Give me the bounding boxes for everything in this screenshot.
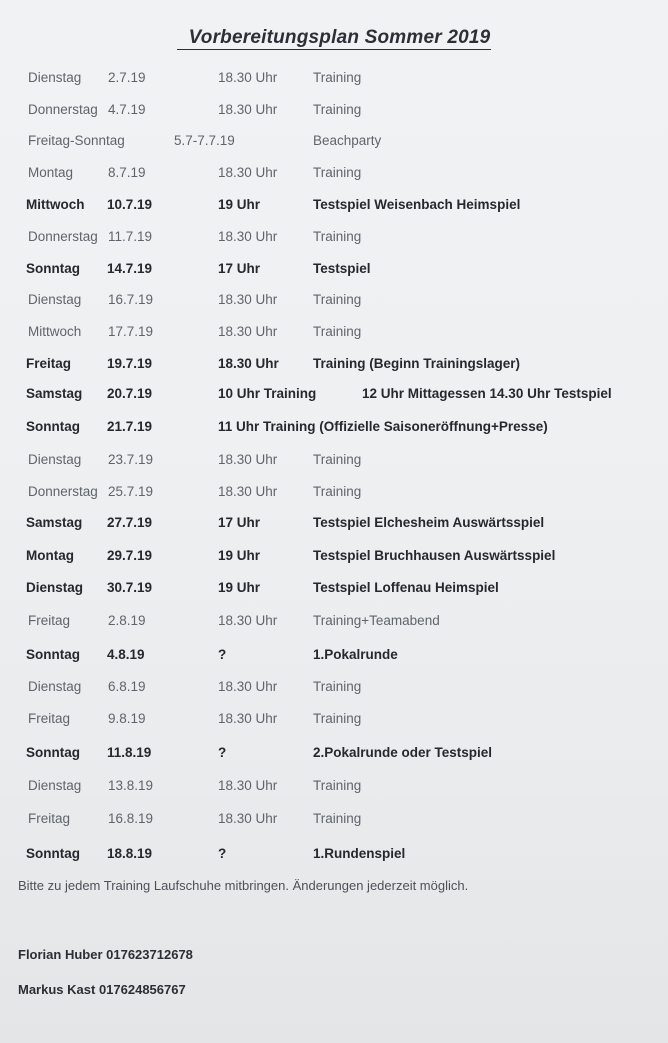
schedule-row: [0, 386, 668, 406]
schedule-day: Donnerstag: [28, 102, 98, 117]
schedule-day: Dienstag: [26, 580, 84, 595]
schedule-day: Freitag: [28, 811, 71, 826]
footer-note: Bitte zu jedem Training Laufschuhe mitbringen. Änderungen jederzeit möglich.: [18, 878, 469, 893]
schedule-date: 13.8.19: [108, 778, 154, 793]
schedule-time: 17 Uhr: [218, 261, 261, 276]
schedule-date: 20.7.19: [107, 386, 153, 401]
schedule-event: Training: [313, 102, 362, 117]
schedule-row: [0, 811, 668, 831]
schedule-row: [0, 548, 668, 568]
schedule-date: 9.8.19: [108, 711, 146, 726]
schedule-time: 18.30 Uhr: [218, 679, 278, 694]
schedule-event: 1.Pokalrunde: [313, 647, 398, 662]
schedule-time: 18.30 Uhr: [218, 70, 278, 85]
schedule-time: 18.30 Uhr: [218, 324, 278, 339]
schedule-event: 1.Rundenspiel: [313, 846, 406, 861]
schedule-time: ?: [218, 846, 227, 861]
schedule-day: Mittwoch: [26, 197, 85, 212]
schedule-date: 30.7.19: [107, 580, 153, 595]
schedule-date: 2.8.19: [108, 613, 146, 628]
schedule-date: 4.7.19: [108, 102, 146, 117]
schedule-date: 16.7.19: [108, 292, 154, 307]
schedule-event: Training: [313, 679, 362, 694]
contact-1: [18, 947, 193, 962]
schedule-time: 17 Uhr: [218, 515, 261, 530]
schedule-day: Sonntag: [26, 745, 80, 760]
schedule-time: 5.7-7.7.19: [174, 133, 235, 148]
schedule-day: Sonntag: [26, 419, 80, 434]
schedule-event: Training: [313, 452, 362, 467]
schedule-row: [0, 229, 668, 249]
schedule-event: Testspiel: [313, 261, 371, 276]
schedule-time: 18.30 Uhr: [218, 811, 278, 826]
schedule-day: Montag: [26, 548, 74, 563]
schedule-day: Dienstag: [28, 292, 82, 307]
schedule-date: 11.8.19: [107, 745, 152, 760]
schedule-day: Sonntag: [26, 846, 80, 861]
schedule-day: Dienstag: [28, 70, 82, 85]
schedule-row: [0, 261, 668, 281]
schedule-time: 18.30 Uhr: [218, 711, 278, 726]
schedule-time: 19 Uhr: [218, 197, 261, 212]
schedule-time: 10 Uhr Training: [218, 386, 317, 401]
schedule-day: Mittwoch: [28, 324, 82, 339]
schedule-time: 18.30 Uhr: [218, 778, 278, 793]
schedule-date: 2.7.19: [108, 70, 146, 85]
schedule-row: [0, 484, 668, 504]
schedule-date: 18.8.19: [107, 846, 153, 861]
schedule-day: Freitag: [28, 613, 71, 628]
schedule-event: Training: [313, 229, 362, 244]
schedule-day: Freitag: [26, 356, 72, 371]
schedule-date: 23.7.19: [108, 452, 154, 467]
schedule-date: 4.8.19: [107, 647, 145, 662]
schedule-row: [0, 580, 668, 600]
schedule-time: 19 Uhr: [218, 580, 261, 595]
schedule-row: [0, 647, 668, 667]
schedule-day: Dienstag: [28, 452, 82, 467]
schedule-event: Testspiel Loffenau Heimspiel: [313, 580, 499, 595]
schedule-row: [0, 197, 668, 217]
schedule-row: [0, 745, 668, 765]
schedule-event: Testspiel Weisenbach Heimspiel: [313, 197, 521, 212]
schedule-date: 17.7.19: [108, 324, 154, 339]
schedule-time: 18.30 Uhr: [218, 165, 278, 180]
schedule-event: Training+Teamabend: [313, 613, 440, 628]
schedule-time: 18.30 Uhr: [218, 292, 278, 307]
schedule-time: 11 Uhr Training (Offizielle Saisoneröffnung+Presse): [218, 419, 548, 434]
schedule-time: 19 Uhr: [218, 548, 261, 563]
schedule-row: [0, 70, 668, 90]
schedule-day: Samstag: [26, 515, 83, 530]
schedule-date: 16.8.19: [108, 811, 154, 826]
schedule-time: 18.30 Uhr: [218, 484, 278, 499]
schedule-date: 6.8.19: [108, 679, 146, 694]
schedule-day: Donnerstag: [28, 229, 98, 244]
schedule-day: Sonntag: [26, 261, 80, 276]
schedule-row: [0, 102, 668, 122]
schedule-event: Training: [313, 811, 362, 826]
schedule-day: Samstag: [26, 386, 83, 401]
contact-phone: 017624856767: [98, 982, 186, 997]
schedule-time: 18.30 Uhr: [218, 356, 279, 371]
schedule-time: 18.30 Uhr: [218, 613, 278, 628]
schedule-time: ?: [218, 647, 227, 662]
schedule-day: Montag: [28, 165, 74, 180]
schedule-day: Freitag: [28, 711, 71, 726]
schedule-row: [0, 324, 668, 344]
contact-name: Florian Huber: [18, 947, 103, 962]
schedule-row: [0, 711, 668, 731]
schedule-day: Sonntag: [26, 647, 80, 662]
schedule-date: 29.7.19: [107, 548, 153, 563]
schedule-row: [0, 133, 668, 153]
schedule-date: 14.7.19: [107, 261, 153, 276]
schedule-date: 21.7.19: [107, 419, 153, 434]
schedule-row: [0, 778, 668, 798]
schedule-date: 27.7.19: [107, 515, 153, 530]
schedule-date: 8.7.19: [108, 165, 146, 180]
schedule-row: [0, 613, 668, 633]
schedule-row: [0, 679, 668, 699]
contact-name: Markus Kast: [18, 982, 96, 997]
schedule-date: 10.7.19: [107, 197, 153, 212]
schedule-row: [0, 165, 668, 185]
schedule-time: 18.30 Uhr: [218, 452, 278, 467]
schedule-row: [0, 846, 668, 866]
title: [0, 27, 668, 49]
schedule-day: Donnerstag: [28, 484, 98, 499]
schedule-event: Beachparty: [313, 133, 382, 148]
schedule-time: 18.30 Uhr: [218, 102, 278, 117]
schedule-row: [0, 452, 668, 472]
schedule-event: Training: [313, 711, 362, 726]
contact-2: [18, 982, 186, 997]
schedule-event: Training: [313, 778, 362, 793]
schedule-day: Freitag-Sonntag: [28, 133, 125, 148]
schedule-date: 11.7.19: [108, 229, 153, 244]
schedule-day: Dienstag: [28, 679, 82, 694]
schedule-time: 18.30 Uhr: [218, 229, 278, 244]
schedule-event: Training: [313, 292, 362, 307]
schedule-row: [0, 515, 668, 535]
schedule-event: Training: [313, 484, 362, 499]
schedule-row: [0, 419, 668, 439]
schedule-time: ?: [218, 745, 227, 760]
title-text: Vorbereitungsplan Sommer 2019: [177, 27, 492, 50]
schedule-event: Training: [313, 324, 362, 339]
schedule-event: Testspiel Bruchhausen Auswärtsspiel: [313, 548, 556, 563]
schedule-event: Training: [313, 165, 362, 180]
schedule-date: 25.7.19: [108, 484, 154, 499]
schedule-event: Training (Beginn Trainingslager): [313, 356, 521, 371]
schedule-date: 19.7.19: [107, 356, 153, 371]
schedule-day: Dienstag: [28, 778, 82, 793]
schedule-event: 2.Pokalrunde oder Testspiel: [313, 745, 493, 760]
contact-phone: 017623712678: [106, 947, 193, 962]
schedule-row: [0, 292, 668, 312]
schedule-row: [0, 356, 668, 376]
schedule-event: Training: [313, 70, 362, 85]
schedule-event: 12 Uhr Mittagessen 14.30 Uhr Testspiel: [362, 386, 612, 401]
schedule-event: Testspiel Elchesheim Auswärtsspiel: [313, 515, 545, 530]
